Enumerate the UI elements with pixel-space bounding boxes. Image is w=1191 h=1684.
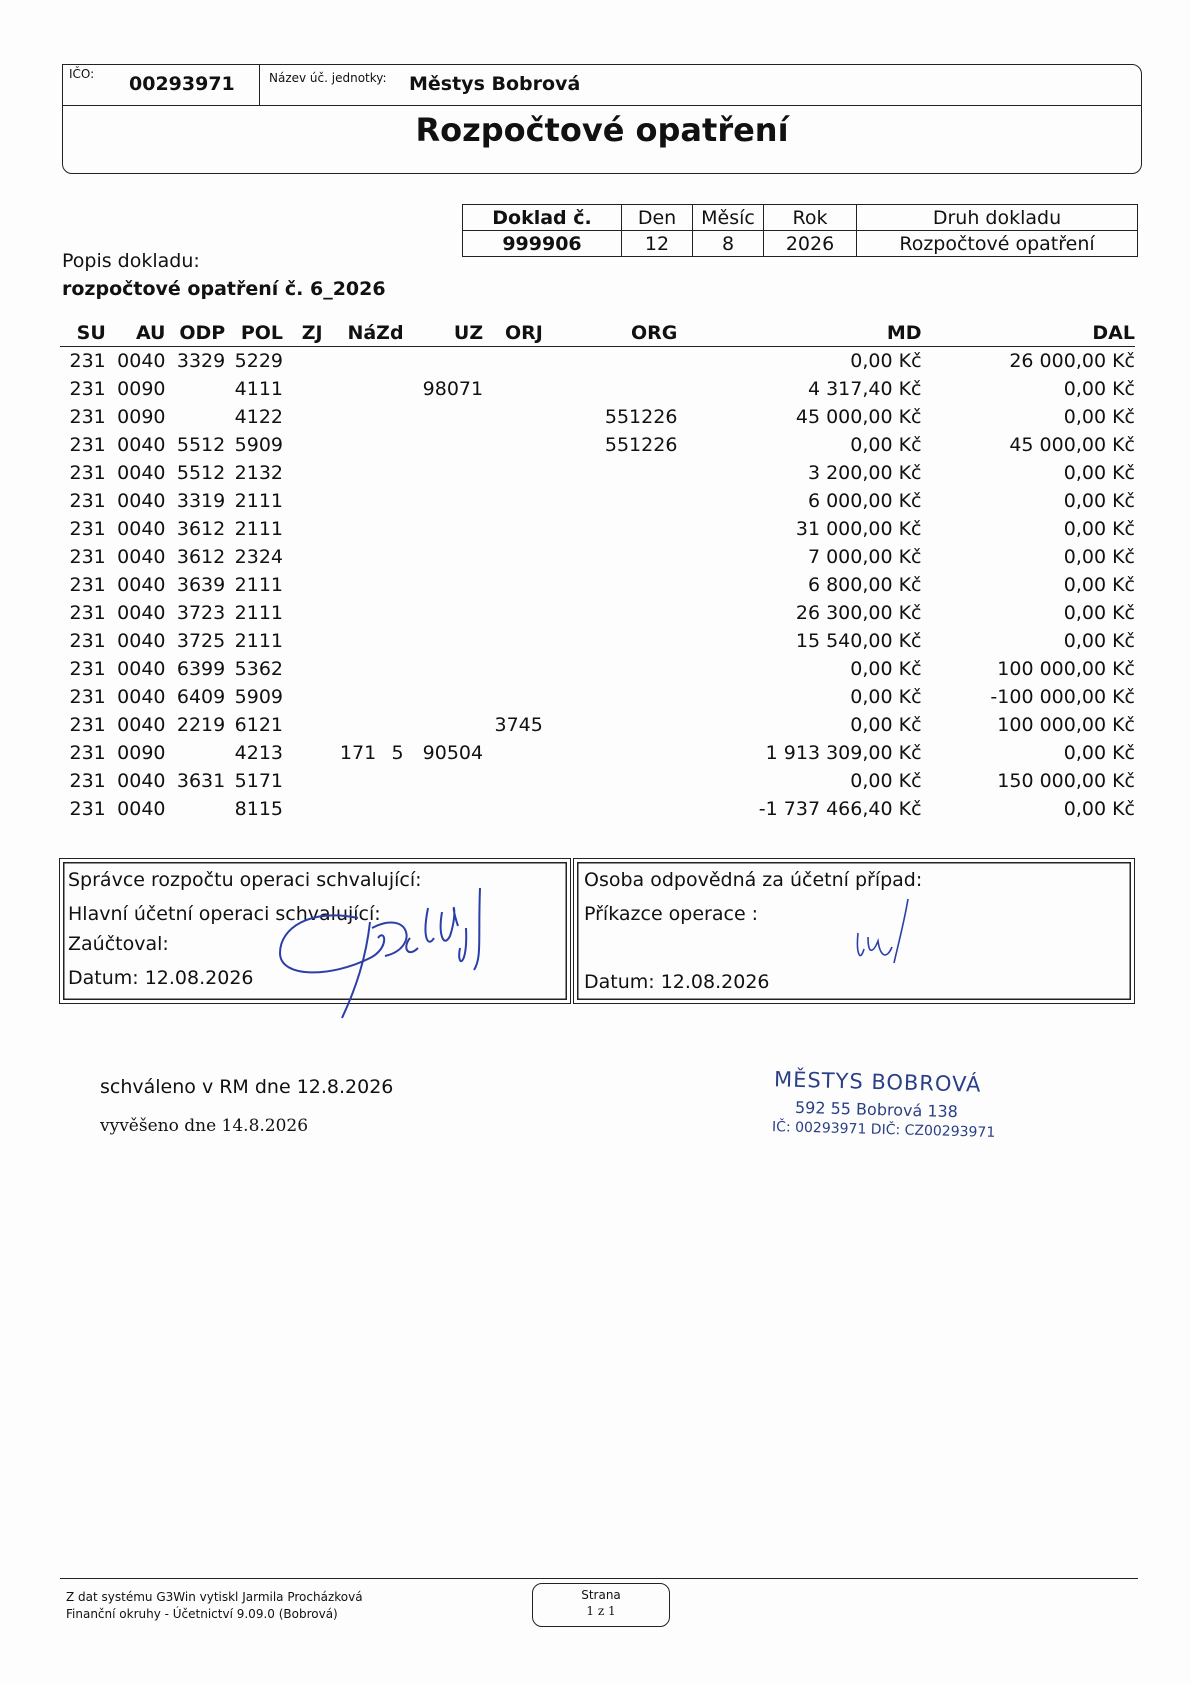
document-meta-table: [462, 204, 1138, 257]
document-header: [62, 64, 1142, 174]
sig-right-line1: Osoba odpovědná za účetní případ:: [584, 869, 923, 891]
cell-su: 231: [69, 518, 106, 540]
posted-note: vyvěšeno dne 14.8.2026: [100, 1116, 309, 1136]
sig-right-line2: Příkazce operace :: [584, 903, 759, 925]
description-value: rozpočtové opatření č. 6_2026: [62, 278, 386, 300]
cell-na: [323, 459, 377, 487]
cell-md: 1 913 309,00 Kč: [765, 742, 922, 764]
col-dal: DAL: [922, 320, 1135, 347]
cell-pol: 4213: [234, 742, 284, 764]
cell-org: [543, 347, 678, 376]
cell-dal: 26 000,00 Kč: [1009, 350, 1135, 372]
cell-orj: [483, 627, 543, 655]
page-counter-value: 1 z 1: [586, 1604, 616, 1618]
cell-su: 231: [69, 574, 106, 596]
cell-dal: 0,00 Kč: [1063, 798, 1135, 820]
cell-orj: [483, 487, 543, 515]
cell-au: 0040: [117, 630, 166, 652]
cell-su: 231: [69, 462, 106, 484]
cell-pol: 5229: [234, 350, 284, 372]
table-row: [60, 571, 1135, 599]
cell-zd: [376, 347, 403, 376]
approval-note: schváleno v RM dne 12.8.2026: [100, 1076, 394, 1098]
cell-dal: 0,00 Kč: [1063, 742, 1135, 764]
meta-header-doc-number: Doklad č.: [463, 205, 622, 231]
cell-md: 0,00 Kč: [850, 658, 922, 680]
cell-orj: [483, 543, 543, 571]
cell-org: [543, 599, 678, 627]
cell-md: 0,00 Kč: [850, 350, 922, 372]
cell-au: 0040: [117, 770, 166, 792]
cell-orj: [483, 403, 543, 431]
cell-au: 0040: [117, 602, 166, 624]
cell-zd: [376, 655, 403, 683]
cell-orj: [483, 347, 543, 376]
cell-odp: [166, 795, 226, 823]
table-row: [60, 515, 1135, 543]
cell-odp: 2219: [176, 714, 226, 736]
table-row: [60, 487, 1135, 515]
table-row: [60, 683, 1135, 711]
cell-odp: [166, 403, 226, 431]
cell-na: [323, 515, 377, 543]
col-su: SU: [60, 320, 106, 347]
meta-value-row: [463, 231, 1138, 257]
cell-pol: 2111: [234, 602, 284, 624]
cell-su: 231: [69, 658, 106, 680]
cell-zd: [376, 599, 403, 627]
meta-header-month: Měsíc: [693, 205, 764, 231]
cell-su: 231: [69, 630, 106, 652]
cell-zj: [283, 767, 323, 795]
table-row: [60, 711, 1135, 739]
cell-zd: [376, 459, 403, 487]
cell-zd: [376, 627, 403, 655]
cell-na: [323, 403, 377, 431]
unit-label: Název úč. jednotky:: [269, 71, 387, 85]
table-row: [60, 795, 1135, 823]
cell-dal: 100 000,00 Kč: [997, 658, 1135, 680]
cell-odp: 3319: [176, 490, 226, 512]
cell-pol: 4111: [234, 378, 284, 400]
ico-value: 00293971: [129, 73, 235, 95]
cell-au: 0040: [117, 490, 166, 512]
cell-orj: [483, 515, 543, 543]
cell-org: [543, 375, 678, 403]
cell-zj: [283, 403, 323, 431]
cell-au: 0040: [117, 462, 166, 484]
col-na: Ná: [323, 320, 377, 347]
cell-md: 26 300,00 Kč: [795, 602, 922, 624]
table-row: [60, 543, 1135, 571]
cell-zj: [283, 711, 323, 739]
cell-md: 6 000,00 Kč: [807, 490, 922, 512]
cell-na: [323, 347, 377, 376]
cell-pol: 5909: [234, 434, 284, 456]
cell-pol: 2111: [234, 574, 284, 596]
meta-value-year: 2026: [764, 231, 857, 257]
cell-dal: 100 000,00 Kč: [997, 714, 1135, 736]
cell-odp: [166, 375, 226, 403]
col-uz: UZ: [404, 320, 484, 347]
cell-dal: 0,00 Kč: [1063, 602, 1135, 624]
cell-su: 231: [69, 434, 106, 456]
cell-su: 231: [69, 490, 106, 512]
cell-odp: 6409: [176, 686, 226, 708]
cell-org: [543, 795, 678, 823]
cell-zd: [376, 795, 403, 823]
cell-au: 0090: [117, 406, 166, 428]
meta-value-doc-type: Rozpočtové opatření: [857, 231, 1138, 257]
ledger-header-row: [60, 320, 1135, 347]
cell-orj: [483, 571, 543, 599]
table-row: [60, 767, 1135, 795]
cell-odp: 3612: [176, 546, 226, 568]
cell-na: [323, 795, 377, 823]
cell-org: [543, 571, 678, 599]
ledger-body: [60, 347, 1135, 824]
cell-pol: 2111: [234, 630, 284, 652]
header-info-row: [63, 65, 1141, 106]
cell-pol: 5362: [234, 658, 284, 680]
cell-uz: [404, 487, 484, 515]
cell-zj: [283, 347, 323, 376]
cell-na: [323, 711, 377, 739]
cell-uz: [404, 347, 484, 376]
cell-na: [323, 767, 377, 795]
cell-na: 171: [339, 742, 377, 764]
cell-zj: [283, 683, 323, 711]
cell-uz: [404, 515, 484, 543]
cell-au: 0040: [117, 574, 166, 596]
cell-pol: 6121: [234, 714, 284, 736]
cell-au: 0040: [117, 714, 166, 736]
handwritten-signature-right: [850, 893, 920, 973]
table-row: [60, 459, 1135, 487]
cell-uz: [404, 655, 484, 683]
cell-org: [543, 543, 678, 571]
cell-pol: 2111: [234, 518, 284, 540]
cell-na: [323, 431, 377, 459]
cell-uz: [404, 543, 484, 571]
cell-su: 231: [69, 546, 106, 568]
cell-zd: [376, 543, 403, 571]
cell-orj: 3745: [494, 714, 543, 736]
cell-su: 231: [69, 602, 106, 624]
sig-left-date: Datum: 12.08.2026: [68, 967, 254, 989]
cell-md: 3 200,00 Kč: [807, 462, 922, 484]
cell-md: 0,00 Kč: [850, 686, 922, 708]
cell-org: [543, 683, 678, 711]
cell-pol: 2132: [234, 462, 284, 484]
cell-pol: 2111: [234, 490, 284, 512]
table-row: [60, 599, 1135, 627]
cell-dal: 0,00 Kč: [1063, 574, 1135, 596]
page-title: Rozpočtové opatření: [415, 111, 789, 149]
cell-au: 0040: [117, 798, 166, 820]
cell-zj: [283, 459, 323, 487]
cell-pol: 2324: [234, 546, 284, 568]
col-zj: ZJ: [283, 320, 323, 347]
cell-zd: [376, 767, 403, 795]
cell-odp: 6399: [176, 658, 226, 680]
cell-org: [543, 515, 678, 543]
cell-zd: [376, 403, 403, 431]
cell-su: 231: [69, 742, 106, 764]
cell-dal: 0,00 Kč: [1063, 630, 1135, 652]
ledger-table: [60, 320, 1135, 823]
cell-uz: [404, 711, 484, 739]
cell-dal: 0,00 Kč: [1063, 490, 1135, 512]
cell-md: -1 737 466,40 Kč: [758, 798, 922, 820]
cell-org: [543, 767, 678, 795]
cell-uz: [404, 403, 484, 431]
cell-md: 4 317,40 Kč: [807, 378, 922, 400]
cell-zj: [283, 375, 323, 403]
cell-uz: [404, 599, 484, 627]
cell-zd: [376, 431, 403, 459]
cell-dal: 45 000,00 Kč: [1009, 434, 1135, 456]
cell-org: [543, 627, 678, 655]
cell-uz: [404, 571, 484, 599]
cell-dal: -100 000,00 Kč: [990, 686, 1135, 708]
cell-uz: 98071: [422, 378, 484, 400]
cell-zj: [283, 543, 323, 571]
col-odp: ODP: [166, 320, 226, 347]
cell-zd: [376, 711, 403, 739]
cell-su: 231: [69, 378, 106, 400]
cell-au: 0090: [117, 378, 166, 400]
col-md: MD: [677, 320, 921, 347]
footer-printed-by: Z dat systému G3Win vytiskl Jarmila Procházková: [66, 1590, 363, 1604]
cell-org: [543, 739, 678, 767]
cell-zj: [283, 487, 323, 515]
cell-su: 231: [69, 798, 106, 820]
cell-zj: [283, 655, 323, 683]
cell-md: 0,00 Kč: [850, 714, 922, 736]
cell-uz: [404, 627, 484, 655]
page-counter-label: Strana: [581, 1588, 621, 1602]
cell-odp: 3612: [176, 518, 226, 540]
meta-header-year: Rok: [764, 205, 857, 231]
cell-orj: [483, 739, 543, 767]
cell-odp: [166, 739, 226, 767]
footer-module: Finanční okruhy - Účetnictví 9.09.0 (Bobrová): [66, 1607, 338, 1621]
cell-pol: 8115: [234, 798, 284, 820]
cell-uz: 90504: [422, 742, 484, 764]
cell-odp: 3725: [176, 630, 226, 652]
col-org: ORG: [543, 320, 678, 347]
cell-md: 7 000,00 Kč: [807, 546, 922, 568]
cell-pol: 5171: [234, 770, 284, 792]
cell-su: 231: [69, 686, 106, 708]
cell-orj: [483, 459, 543, 487]
page-counter-box: [532, 1583, 670, 1627]
cell-na: [323, 375, 377, 403]
cell-zj: [283, 431, 323, 459]
cell-orj: [483, 767, 543, 795]
cell-uz: [404, 767, 484, 795]
cell-org: [543, 655, 678, 683]
cell-org: [543, 487, 678, 515]
stamp-name: MĚSTYS BOBROVÁ: [773, 1067, 982, 1097]
cell-zj: [283, 599, 323, 627]
cell-zd: [376, 375, 403, 403]
col-zd: Zd: [376, 320, 403, 347]
cell-na: [323, 599, 377, 627]
cell-su: 231: [69, 350, 106, 372]
description-label: Popis dokladu:: [62, 250, 200, 272]
cell-su: 231: [69, 714, 106, 736]
cell-odp: 3639: [176, 574, 226, 596]
footer-divider: [60, 1578, 1138, 1579]
table-row: [60, 431, 1135, 459]
cell-md: 6 800,00 Kč: [807, 574, 922, 596]
cell-au: 0040: [117, 686, 166, 708]
table-row: [60, 655, 1135, 683]
cell-na: [323, 627, 377, 655]
cell-odp: 3329: [176, 350, 226, 372]
cell-md: 31 000,00 Kč: [795, 518, 922, 540]
cell-na: [323, 683, 377, 711]
stamp-ids: IČ: 00293971 DIČ: CZ00293971: [771, 1119, 996, 1141]
cell-au: 0040: [117, 658, 166, 680]
meta-header-day: Den: [622, 205, 693, 231]
cell-zd: [376, 683, 403, 711]
unit-value: Městys Bobrová: [409, 73, 581, 95]
cell-dal: 0,00 Kč: [1063, 518, 1135, 540]
cell-md: 0,00 Kč: [850, 770, 922, 792]
cell-odp: 3723: [176, 602, 226, 624]
cell-odp: 5512: [176, 434, 226, 456]
cell-su: 231: [69, 770, 106, 792]
table-row: [60, 347, 1135, 376]
cell-zj: [283, 739, 323, 767]
meta-value-day: 12: [622, 231, 693, 257]
cell-pol: 5909: [234, 686, 284, 708]
sig-right-date: Datum: 12.08.2026: [584, 971, 770, 993]
cell-zd: [376, 571, 403, 599]
table-row: [60, 375, 1135, 403]
cell-uz: [404, 431, 484, 459]
cell-zd: [376, 515, 403, 543]
cell-dal: 0,00 Kč: [1063, 546, 1135, 568]
cell-md: 15 540,00 Kč: [795, 630, 922, 652]
cell-na: [323, 487, 377, 515]
cell-au: 0090: [117, 742, 166, 764]
sig-left-line2: Hlavní účetní operaci schvalující:: [68, 903, 381, 925]
cell-org: 551226: [604, 406, 678, 428]
meta-value-month: 8: [693, 231, 764, 257]
cell-dal: 0,00 Kč: [1063, 406, 1135, 428]
cell-zd: [376, 487, 403, 515]
cell-au: 0040: [117, 350, 166, 372]
cell-odp: 5512: [176, 462, 226, 484]
meta-header-row: [463, 205, 1138, 231]
cell-orj: [483, 599, 543, 627]
cell-pol: 4122: [234, 406, 284, 428]
cell-su: 231: [69, 406, 106, 428]
sig-left-line3: Zaúčtoval:: [68, 933, 169, 955]
col-au: AU: [106, 320, 166, 347]
ico-label: IČO:: [69, 67, 95, 81]
col-pol: POL: [225, 320, 283, 347]
cell-dal: 0,00 Kč: [1063, 462, 1135, 484]
col-orj: ORJ: [483, 320, 543, 347]
cell-org: [543, 459, 678, 487]
meta-header-doc-type: Druh dokladu: [857, 205, 1138, 231]
ico-cell: [63, 65, 260, 105]
cell-au: 0040: [117, 518, 166, 540]
cell-orj: [483, 375, 543, 403]
cell-dal: 0,00 Kč: [1063, 378, 1135, 400]
cell-uz: [404, 683, 484, 711]
cell-md: 0,00 Kč: [850, 434, 922, 456]
cell-na: [323, 655, 377, 683]
cell-na: [323, 543, 377, 571]
table-row: [60, 739, 1135, 767]
cell-zj: [283, 795, 323, 823]
cell-orj: [483, 655, 543, 683]
cell-au: 0040: [117, 434, 166, 456]
cell-org: [543, 711, 678, 739]
table-row: [60, 627, 1135, 655]
cell-au: 0040: [117, 546, 166, 568]
cell-orj: [483, 795, 543, 823]
sig-left-line1: Správce rozpočtu operaci schvalující:: [68, 869, 422, 891]
stamp-address: 592 55 Bobrová 138: [794, 1097, 959, 1122]
table-row: [60, 403, 1135, 431]
cell-dal: 150 000,00 Kč: [997, 770, 1135, 792]
cell-zd: 5: [391, 742, 404, 764]
cell-zj: [283, 627, 323, 655]
cell-uz: [404, 459, 484, 487]
cell-zj: [283, 515, 323, 543]
cell-orj: [483, 431, 543, 459]
cell-org: 551226: [604, 434, 678, 456]
cell-md: 45 000,00 Kč: [795, 406, 922, 428]
cell-zj: [283, 571, 323, 599]
handwritten-signature-left: [270, 878, 530, 1024]
cell-orj: [483, 683, 543, 711]
cell-odp: 3631: [176, 770, 226, 792]
cell-uz: [404, 795, 484, 823]
cell-na: [323, 571, 377, 599]
meta-value-doc-number: 999906: [463, 231, 622, 257]
